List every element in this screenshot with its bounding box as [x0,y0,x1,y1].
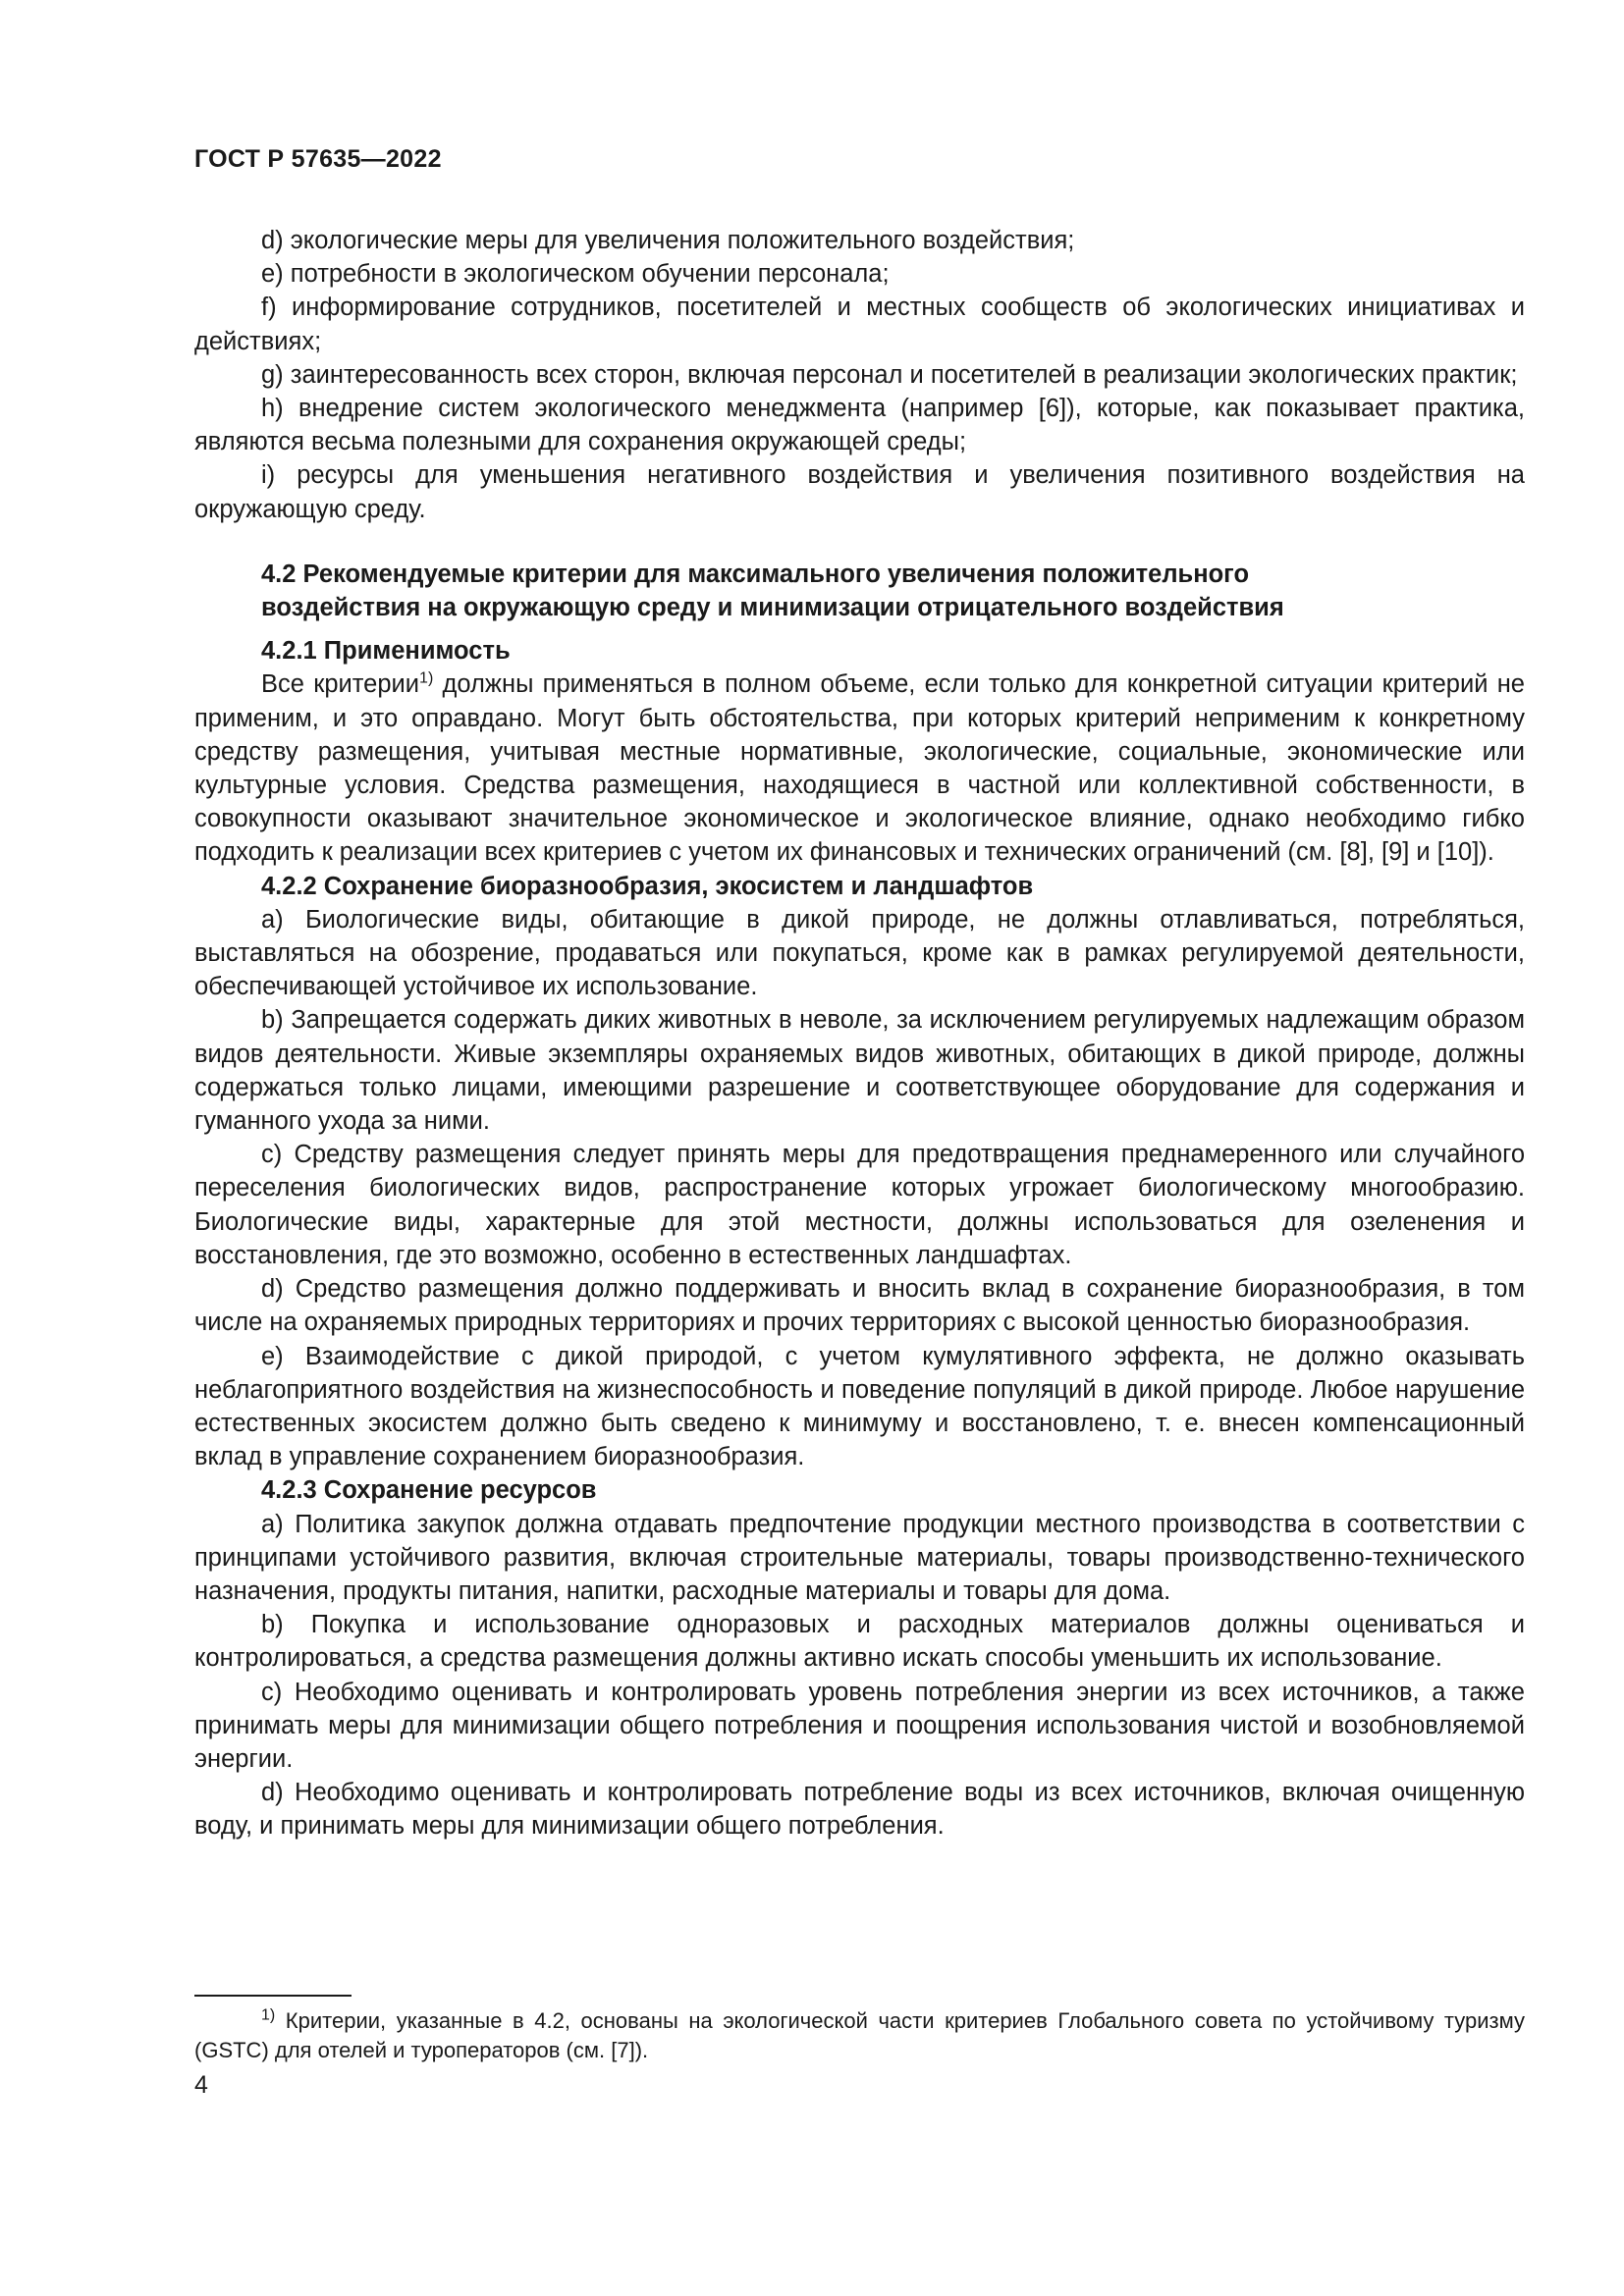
section-heading-line: воздействия на окружающую среду и минимизации отрицательного воздействия [261,594,1284,622]
subsection-heading-4-2-3: 4.2.3 Сохранение ресурсов [261,1476,597,1505]
list-item: i) ресурсы для уменьшения негативного воздействия и увеличения позитивного воздействия на окружающую среду. [194,461,1525,523]
list-item: a) Биологические виды, обитающие в дикой природе, не должны отлавливаться, потребляться, выставляться на обозрение, продаваться или покупаться, кроме как в рамках регулируемой деятельности, обеспечивающей устойчивое их использование. [194,905,1525,1001]
paragraph-text: Все критерии [261,670,420,699]
footnote-ref: 1) [419,669,434,687]
list-item: g) заинтересованность всех сторон, включая персонал и посетителей в реализации экологических практик; [261,360,1518,389]
list-item: d) экологические меры для увеличения положительного воздействия; [261,227,1075,254]
subsection-heading-4-2-2: 4.2.2 Сохранение биоразнообразия, экосистем и ландшафтов [261,872,1034,900]
subsection-heading-4-2-1: 4.2.1 Применимость [261,637,511,666]
page-number: 4 [194,2071,208,2099]
document-header: ГОСТ Р 57635—2022 [194,145,442,173]
list-item: d) Необходимо оценивать и контролировать потребление воды из всех источников, включая очищенную воду, и принимать меры для минимизации общего потребления. [194,1779,1525,1841]
list-item: h) внедрение систем экологического менеджмента (например [6]), которые, как показывает практика, являются весьма полезными для сохранения окружающей среды; [194,395,1525,456]
paragraph-text: должны применяться в полном объеме, если только для конкретной ситуации критерий не применим, и это оправдано. Могут быть обстоятельства, при которых критерий неприменим к конкретному средству размещения, учитывая местные нормативные, экологические, социальные, экономические или культурные условия. Средства размещения, находящиеся в частной или коллективной собственности, в совокупности оказывают значительное экономическое и экологическое влияние, однако необходимо гибко подходить к реализации всех критериев с учетом их финансовых и технических ограничений (см. [8], [9] и [10]). [194,670,1525,867]
section-heading-4-2 [194,558,1525,624]
list-item: d) Средство размещения должно поддерживать и вносить вклад в сохранение биоразнообразия, в том числе на охраняемых природных территориях и прочих территориях с высокой ценностью биоразнообразия. [194,1275,1525,1337]
footnote [194,2006,1525,2065]
list-item: a) Политика закупок должна отдавать предпочтение продукции местного производства в соответствии с принципами устойчивого развития, включая строительные материалы, товары производственно-технического назначения, продукты питания, напитки, расходные материалы и товары для дома. [194,1510,1525,1605]
list-item: e) потребности в экологическом обучении персонала; [261,260,890,289]
list-item: c) Средству размещения следует принять меры для предотвращения преднамеренного или случайного переселения биологических видов, распространение которых угрожает биологическому многообразию. Биологические виды, характерные для этой местности, должны использоваться для озеленения и восстановления, где это возможно, особенно в естественных ландшафтах. [194,1141,1525,1269]
section-heading-line: 4.2 Рекомендуемые критерии для максимального увеличения положительного [261,560,1250,588]
paragraph-applicability [194,667,1525,869]
list-item: f) информирование сотрудников, посетителей и местных сообществ об экологических инициативах и действиях; [194,294,1525,355]
footnote-text: Критерии, указанные в 4.2, основаны на экологической части критериев Глобального совета по устойчивому туризму (GSTC) для отелей и туроператоров (см. [7]). [194,2008,1525,2062]
list-item: b) Покупка и использование одноразовых и расходных материалов должны оцениваться и контролироваться, а средства размещения должны активно искать способы уменьшить их использование. [194,1611,1525,1673]
list-item: e) Взаимодействие с дикой природой, с учетом кумулятивного эффекта, не должно оказывать неблагоприятного воздействия на жизнеспособность и поведение популяций в дикой природе. Любое нарушение естественных экосистем должно быть сведено к минимуму и восстановлено, т. е. внесен компенсационный вклад в управление сохранением биоразнообразия. [194,1342,1525,1471]
page-body [194,224,1525,1843]
list-item: b) Запрещается содержать диких животных в неволе, за исключением регулируемых надлежащим образом видов деятельности. Живые экземпляры охраняемых видов животных, обитающих в дикой природе, должны содержаться только лицами, имеющими разрешение и соответствующее оборудование для содержания и гуманного ухода за ними. [194,1006,1525,1136]
footnote-divider [194,1995,352,1997]
list-item: c) Необходимо оценивать и контролировать уровень потребления энергии из всех источников, а также принимать меры для минимизации общего потребления и поощрения использования чистой и возобновляемой энергии. [194,1678,1525,1773]
footnote-marker: 1) [261,2006,276,2024]
